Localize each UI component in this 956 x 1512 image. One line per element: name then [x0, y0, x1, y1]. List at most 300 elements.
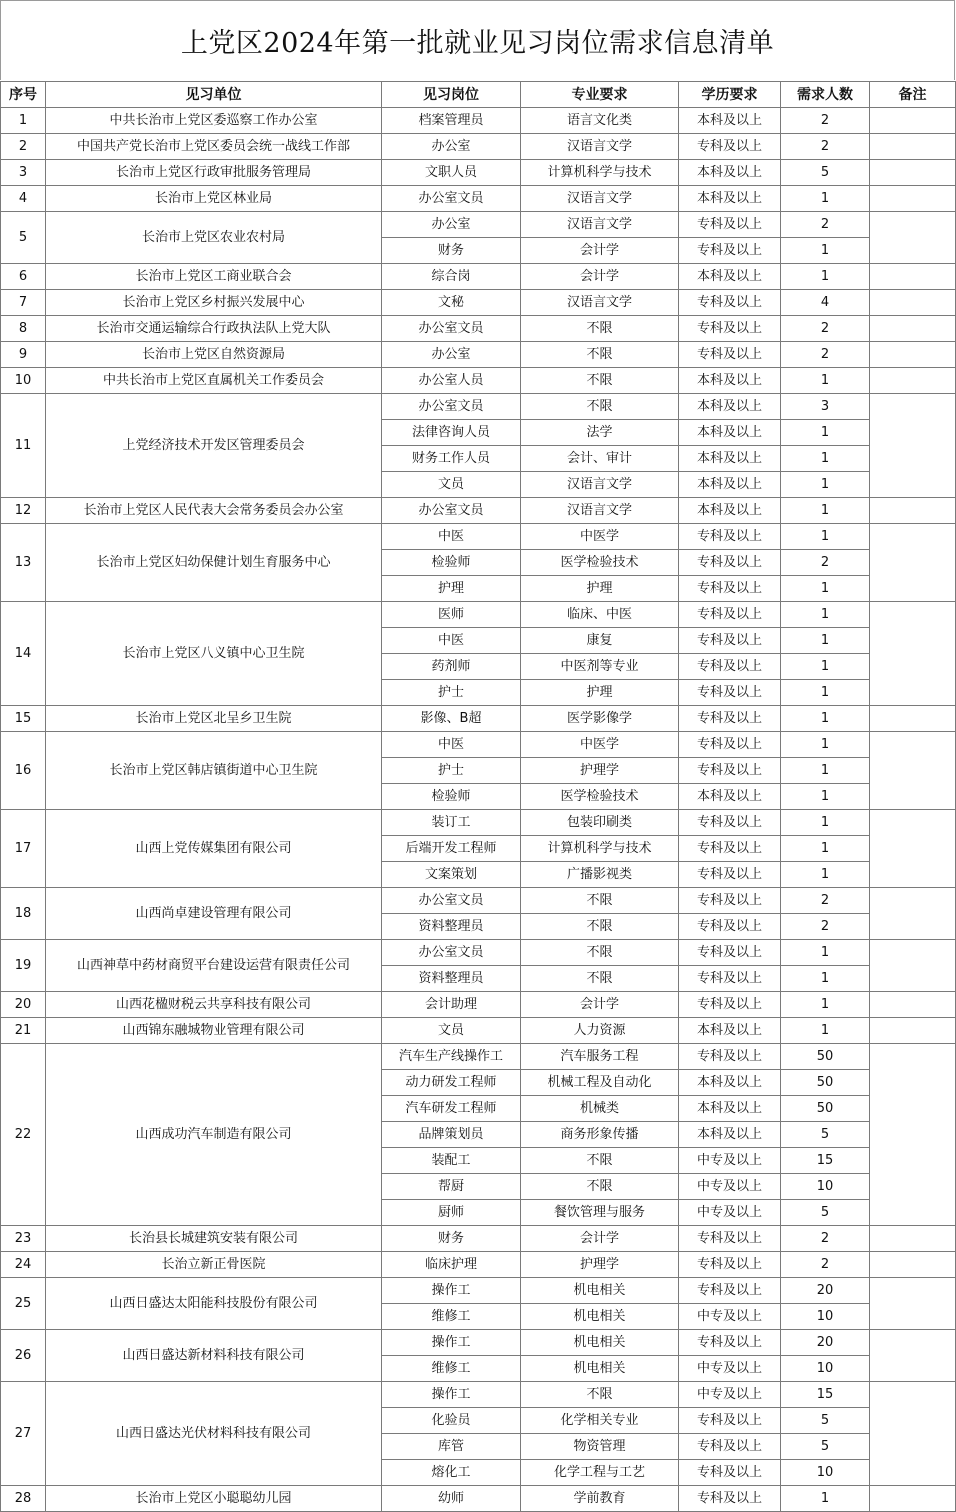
cell-major: 不限	[521, 966, 679, 992]
cell-post: 操作工	[382, 1382, 521, 1408]
cell-education: 本科及以上	[679, 1070, 781, 1096]
cell-education: 专科及以上	[679, 1460, 781, 1486]
table-row	[1, 264, 956, 290]
cell-education: 本科及以上	[679, 472, 781, 498]
table-row	[1, 1252, 956, 1278]
cell-education: 本科及以上	[679, 420, 781, 446]
cell-count: 1	[781, 420, 870, 446]
cell-major: 广播影视类	[521, 862, 679, 888]
header-count: 需求人数	[781, 82, 870, 108]
cell-unit: 长治市交通运输综合行政执法队上党大队	[46, 316, 382, 342]
table-row	[1, 602, 956, 628]
cell-no: 21	[1, 1018, 46, 1044]
cell-count: 20	[781, 1278, 870, 1304]
cell-count: 10	[781, 1460, 870, 1486]
cell-remark	[870, 316, 956, 342]
cell-post: 文员	[382, 472, 521, 498]
cell-count: 1	[781, 1018, 870, 1044]
cell-education: 本科及以上	[679, 264, 781, 290]
cell-unit: 长治市上党区韩店镇街道中心卫生院	[46, 732, 382, 810]
header-education: 学历要求	[679, 82, 781, 108]
table-row	[1, 1226, 956, 1252]
cell-post: 装配工	[382, 1148, 521, 1174]
job-list-table	[0, 81, 956, 1512]
cell-unit: 山西日盛达新材料科技有限公司	[46, 1330, 382, 1382]
cell-remark	[870, 1382, 956, 1486]
cell-post: 财务	[382, 1226, 521, 1252]
cell-education: 本科及以上	[679, 186, 781, 212]
cell-remark	[870, 1278, 956, 1330]
cell-count: 2	[781, 1226, 870, 1252]
cell-unit: 中国共产党长治市上党区委员会统一战线工作部	[46, 134, 382, 160]
cell-unit: 山西成功汽车制造有限公司	[46, 1044, 382, 1226]
cell-post: 临床护理	[382, 1252, 521, 1278]
cell-major: 汉语言文学	[521, 498, 679, 524]
cell-unit: 长治市上党区行政审批服务管理局	[46, 160, 382, 186]
header-row	[1, 82, 956, 108]
cell-count: 1	[781, 368, 870, 394]
table-row	[1, 212, 956, 238]
cell-count: 2	[781, 1252, 870, 1278]
cell-major: 机电相关	[521, 1356, 679, 1382]
table-row	[1, 1044, 956, 1070]
cell-remark	[870, 498, 956, 524]
cell-count: 10	[781, 1356, 870, 1382]
cell-remark	[870, 368, 956, 394]
cell-major: 汉语言文学	[521, 290, 679, 316]
cell-post: 办公室	[382, 212, 521, 238]
table-row	[1, 888, 956, 914]
cell-education: 本科及以上	[679, 784, 781, 810]
cell-remark	[870, 706, 956, 732]
cell-no: 27	[1, 1382, 46, 1486]
cell-no: 10	[1, 368, 46, 394]
cell-post: 办公室	[382, 342, 521, 368]
cell-no: 20	[1, 992, 46, 1018]
cell-remark	[870, 160, 956, 186]
cell-count: 1	[781, 784, 870, 810]
cell-education: 专科及以上	[679, 576, 781, 602]
cell-count: 1	[781, 810, 870, 836]
cell-no: 26	[1, 1330, 46, 1382]
cell-major: 医学检验技术	[521, 784, 679, 810]
cell-education: 专科及以上	[679, 1044, 781, 1070]
cell-count: 1	[781, 602, 870, 628]
cell-major: 法学	[521, 420, 679, 446]
cell-remark	[870, 1044, 956, 1226]
cell-education: 本科及以上	[679, 1018, 781, 1044]
table-row	[1, 498, 956, 524]
cell-education: 专科及以上	[679, 966, 781, 992]
cell-education: 本科及以上	[679, 160, 781, 186]
cell-post: 办公室文员	[382, 394, 521, 420]
page-title: 上党区2024年第一批就业见习岗位需求信息清单	[180, 28, 775, 59]
cell-education: 专科及以上	[679, 524, 781, 550]
cell-education: 专科及以上	[679, 1330, 781, 1356]
cell-post: 办公室人员	[382, 368, 521, 394]
cell-remark	[870, 732, 956, 810]
cell-unit: 长治市上党区妇幼保健计划生育服务中心	[46, 524, 382, 602]
cell-remark	[870, 810, 956, 888]
cell-major: 护理学	[521, 758, 679, 784]
table-row	[1, 134, 956, 160]
cell-no: 12	[1, 498, 46, 524]
header-remark: 备注	[870, 82, 956, 108]
cell-major: 不限	[521, 316, 679, 342]
cell-unit: 山西尚卓建设管理有限公司	[46, 888, 382, 940]
cell-count: 1	[781, 732, 870, 758]
cell-major: 不限	[521, 394, 679, 420]
cell-post: 文员	[382, 1018, 521, 1044]
cell-post: 汽车生产线操作工	[382, 1044, 521, 1070]
cell-no: 5	[1, 212, 46, 264]
cell-post: 会计助理	[382, 992, 521, 1018]
cell-unit: 长治县长城建筑安装有限公司	[46, 1226, 382, 1252]
cell-remark	[870, 1018, 956, 1044]
cell-education: 中专及以上	[679, 1174, 781, 1200]
cell-major: 汉语言文学	[521, 134, 679, 160]
cell-post: 动力研发工程师	[382, 1070, 521, 1096]
table-row	[1, 732, 956, 758]
cell-major: 计算机科学与技术	[521, 836, 679, 862]
header-unit: 见习单位	[46, 82, 382, 108]
cell-major: 商务形象传播	[521, 1122, 679, 1148]
cell-major: 不限	[521, 888, 679, 914]
cell-post: 办公室文员	[382, 940, 521, 966]
table-body	[1, 108, 956, 1512]
cell-no: 6	[1, 264, 46, 290]
cell-post: 装订工	[382, 810, 521, 836]
table-row	[1, 1330, 956, 1356]
cell-count: 1	[781, 836, 870, 862]
cell-no: 17	[1, 810, 46, 888]
cell-no: 8	[1, 316, 46, 342]
cell-education: 专科及以上	[679, 342, 781, 368]
cell-major: 不限	[521, 1382, 679, 1408]
title-bar	[0, 0, 955, 80]
cell-no: 24	[1, 1252, 46, 1278]
cell-count: 5	[781, 1122, 870, 1148]
cell-education: 专科及以上	[679, 1278, 781, 1304]
cell-unit: 长治市上党区林业局	[46, 186, 382, 212]
cell-unit: 长治市上党区北呈乡卫生院	[46, 706, 382, 732]
table-row	[1, 940, 956, 966]
cell-unit: 中共长治市上党区直属机关工作委员会	[46, 368, 382, 394]
cell-post: 中医	[382, 628, 521, 654]
cell-major: 物资管理	[521, 1434, 679, 1460]
cell-count: 1	[781, 758, 870, 784]
cell-education: 专科及以上	[679, 212, 781, 238]
cell-major: 不限	[521, 1148, 679, 1174]
cell-count: 1	[781, 966, 870, 992]
cell-remark	[870, 134, 956, 160]
cell-unit: 长治市上党区工商业联合会	[46, 264, 382, 290]
cell-major: 化学相关专业	[521, 1408, 679, 1434]
cell-post: 中医	[382, 524, 521, 550]
cell-unit: 山西上党传媒集团有限公司	[46, 810, 382, 888]
cell-education: 专科及以上	[679, 290, 781, 316]
cell-post: 医师	[382, 602, 521, 628]
table-row	[1, 368, 956, 394]
cell-count: 15	[781, 1382, 870, 1408]
cell-education: 专科及以上	[679, 602, 781, 628]
cell-post: 法律咨询人员	[382, 420, 521, 446]
cell-education: 专科及以上	[679, 888, 781, 914]
cell-major: 汉语言文学	[521, 212, 679, 238]
cell-count: 20	[781, 1330, 870, 1356]
cell-major: 学前教育	[521, 1486, 679, 1512]
cell-post: 档案管理员	[382, 108, 521, 134]
table-row	[1, 992, 956, 1018]
cell-post: 资料整理员	[382, 966, 521, 992]
cell-major: 医学影像学	[521, 706, 679, 732]
table-row	[1, 394, 956, 420]
cell-major: 会计、审计	[521, 446, 679, 472]
cell-count: 1	[781, 654, 870, 680]
cell-count: 50	[781, 1070, 870, 1096]
cell-post: 操作工	[382, 1278, 521, 1304]
cell-no: 18	[1, 888, 46, 940]
header-major: 专业要求	[521, 82, 679, 108]
cell-major: 机械工程及自动化	[521, 1070, 679, 1096]
cell-major: 机电相关	[521, 1278, 679, 1304]
cell-count: 5	[781, 1408, 870, 1434]
cell-count: 1	[781, 576, 870, 602]
cell-education: 专科及以上	[679, 238, 781, 264]
cell-no: 23	[1, 1226, 46, 1252]
cell-post: 财务	[382, 238, 521, 264]
cell-post: 护理	[382, 576, 521, 602]
cell-post: 操作工	[382, 1330, 521, 1356]
cell-no: 16	[1, 732, 46, 810]
cell-education: 专科及以上	[679, 134, 781, 160]
cell-post: 化验员	[382, 1408, 521, 1434]
cell-unit: 山西锦东融城物业管理有限公司	[46, 1018, 382, 1044]
table-row	[1, 342, 956, 368]
cell-unit: 长治市上党区农业农村局	[46, 212, 382, 264]
cell-count: 1	[781, 992, 870, 1018]
cell-count: 2	[781, 316, 870, 342]
cell-major: 汉语言文学	[521, 186, 679, 212]
cell-education: 本科及以上	[679, 108, 781, 134]
cell-education: 专科及以上	[679, 550, 781, 576]
cell-major: 计算机科学与技术	[521, 160, 679, 186]
cell-count: 1	[781, 238, 870, 264]
cell-count: 3	[781, 394, 870, 420]
cell-education: 专科及以上	[679, 1434, 781, 1460]
cell-no: 11	[1, 394, 46, 498]
table-row	[1, 1278, 956, 1304]
cell-education: 本科及以上	[679, 498, 781, 524]
cell-major: 中医剂等专业	[521, 654, 679, 680]
cell-post: 幼师	[382, 1486, 521, 1512]
cell-count: 1	[781, 940, 870, 966]
cell-count: 1	[781, 264, 870, 290]
cell-count: 5	[781, 160, 870, 186]
cell-count: 1	[781, 498, 870, 524]
cell-major: 不限	[521, 1174, 679, 1200]
cell-unit: 长治市上党区自然资源局	[46, 342, 382, 368]
cell-education: 本科及以上	[679, 1122, 781, 1148]
cell-count: 2	[781, 888, 870, 914]
cell-post: 药剂师	[382, 654, 521, 680]
table-row	[1, 524, 956, 550]
cell-education: 专科及以上	[679, 992, 781, 1018]
cell-remark	[870, 1226, 956, 1252]
cell-education: 专科及以上	[679, 940, 781, 966]
table-row	[1, 108, 956, 134]
cell-post: 文案策划	[382, 862, 521, 888]
cell-count: 2	[781, 108, 870, 134]
cell-education: 本科及以上	[679, 1096, 781, 1122]
cell-education: 中专及以上	[679, 1356, 781, 1382]
cell-education: 中专及以上	[679, 1148, 781, 1174]
cell-education: 专科及以上	[679, 654, 781, 680]
table-row	[1, 290, 956, 316]
cell-major: 护理	[521, 680, 679, 706]
cell-post: 维修工	[382, 1356, 521, 1382]
table-row	[1, 1486, 956, 1512]
cell-post: 办公室	[382, 134, 521, 160]
cell-no: 22	[1, 1044, 46, 1226]
cell-post: 厨师	[382, 1200, 521, 1226]
cell-post: 帮厨	[382, 1174, 521, 1200]
cell-major: 汽车服务工程	[521, 1044, 679, 1070]
cell-major: 中医学	[521, 524, 679, 550]
cell-remark	[870, 992, 956, 1018]
cell-remark	[870, 1330, 956, 1382]
cell-post: 文职人员	[382, 160, 521, 186]
cell-remark	[870, 186, 956, 212]
cell-post: 维修工	[382, 1304, 521, 1330]
cell-major: 医学检验技术	[521, 550, 679, 576]
cell-count: 1	[781, 186, 870, 212]
cell-count: 2	[781, 134, 870, 160]
cell-education: 中专及以上	[679, 1304, 781, 1330]
cell-no: 13	[1, 524, 46, 602]
cell-unit: 长治市上党区小聪聪幼儿园	[46, 1486, 382, 1512]
cell-major: 临床、中医	[521, 602, 679, 628]
cell-major: 机电相关	[521, 1330, 679, 1356]
cell-post: 中医	[382, 732, 521, 758]
cell-major: 语言文化类	[521, 108, 679, 134]
table-row	[1, 186, 956, 212]
cell-no: 15	[1, 706, 46, 732]
cell-no: 14	[1, 602, 46, 706]
cell-education: 专科及以上	[679, 758, 781, 784]
cell-count: 2	[781, 212, 870, 238]
cell-no: 9	[1, 342, 46, 368]
cell-remark	[870, 524, 956, 602]
cell-post: 库管	[382, 1434, 521, 1460]
table-row	[1, 160, 956, 186]
cell-remark	[870, 1252, 956, 1278]
cell-count: 1	[781, 628, 870, 654]
cell-major: 不限	[521, 342, 679, 368]
cell-post: 资料整理员	[382, 914, 521, 940]
header-post: 见习岗位	[382, 82, 521, 108]
cell-count: 5	[781, 1434, 870, 1460]
cell-unit: 长治立新正骨医院	[46, 1252, 382, 1278]
cell-remark	[870, 394, 956, 498]
table-row	[1, 706, 956, 732]
cell-major: 人力资源	[521, 1018, 679, 1044]
cell-post: 汽车研发工程师	[382, 1096, 521, 1122]
cell-education: 本科及以上	[679, 394, 781, 420]
cell-count: 1	[781, 862, 870, 888]
cell-no: 28	[1, 1486, 46, 1512]
cell-major: 包装印刷类	[521, 810, 679, 836]
cell-count: 2	[781, 342, 870, 368]
cell-education: 专科及以上	[679, 1252, 781, 1278]
cell-unit: 长治市上党区八义镇中心卫生院	[46, 602, 382, 706]
cell-count: 15	[781, 1148, 870, 1174]
cell-education: 专科及以上	[679, 628, 781, 654]
cell-count: 1	[781, 680, 870, 706]
cell-education: 专科及以上	[679, 914, 781, 940]
cell-count: 10	[781, 1174, 870, 1200]
cell-count: 5	[781, 1200, 870, 1226]
cell-count: 50	[781, 1096, 870, 1122]
cell-major: 康复	[521, 628, 679, 654]
cell-unit: 上党经济技术开发区管理委员会	[46, 394, 382, 498]
cell-post: 办公室文员	[382, 186, 521, 212]
cell-post: 护士	[382, 680, 521, 706]
cell-remark	[870, 264, 956, 290]
cell-count: 1	[781, 524, 870, 550]
cell-unit: 山西日盛达太阳能科技股份有限公司	[46, 1278, 382, 1330]
cell-major: 餐饮管理与服务	[521, 1200, 679, 1226]
cell-post: 综合岗	[382, 264, 521, 290]
cell-remark	[870, 108, 956, 134]
cell-no: 19	[1, 940, 46, 992]
table-row	[1, 810, 956, 836]
cell-major: 化学工程与工艺	[521, 1460, 679, 1486]
table-row	[1, 316, 956, 342]
cell-count: 1	[781, 472, 870, 498]
cell-post: 护士	[382, 758, 521, 784]
cell-no: 1	[1, 108, 46, 134]
cell-unit: 长治市上党区乡村振兴发展中心	[46, 290, 382, 316]
cell-major: 护理	[521, 576, 679, 602]
cell-remark	[870, 342, 956, 368]
cell-education: 专科及以上	[679, 732, 781, 758]
cell-no: 2	[1, 134, 46, 160]
cell-major: 不限	[521, 368, 679, 394]
cell-count: 10	[781, 1304, 870, 1330]
cell-post: 影像、B超	[382, 706, 521, 732]
cell-count: 2	[781, 914, 870, 940]
cell-remark	[870, 602, 956, 706]
cell-no: 4	[1, 186, 46, 212]
cell-education: 专科及以上	[679, 810, 781, 836]
table-row	[1, 1382, 956, 1408]
cell-education: 专科及以上	[679, 1226, 781, 1252]
cell-count: 1	[781, 1486, 870, 1512]
cell-post: 办公室文员	[382, 316, 521, 342]
table-row	[1, 1018, 956, 1044]
cell-unit: 山西花楹财税云共享科技有限公司	[46, 992, 382, 1018]
cell-post: 检验师	[382, 784, 521, 810]
cell-remark	[870, 290, 956, 316]
cell-count: 1	[781, 706, 870, 732]
cell-remark	[870, 212, 956, 264]
cell-post: 文秘	[382, 290, 521, 316]
header-no: 序号	[1, 82, 46, 108]
cell-education: 中专及以上	[679, 1382, 781, 1408]
cell-unit: 山西神草中药材商贸平台建设运营有限责任公司	[46, 940, 382, 992]
cell-major: 机械类	[521, 1096, 679, 1122]
